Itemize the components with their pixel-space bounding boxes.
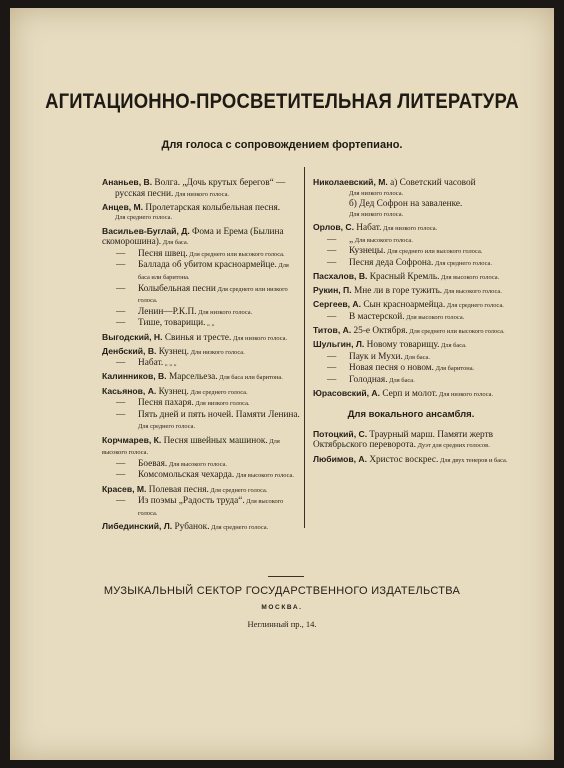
work-title: Песня швейных машинок. xyxy=(161,435,268,446)
entry-antsev xyxy=(102,202,302,224)
left-column xyxy=(102,177,302,535)
voice-note: Для высокого голоса. xyxy=(102,437,280,457)
composer-name: Выгодский, Н. xyxy=(102,331,163,342)
work-title: Марсельеза. xyxy=(166,372,218,383)
sub-work: — Тише, товарищи. „ „ xyxy=(116,318,215,329)
composer-name: Юрасовский, А. xyxy=(313,388,381,399)
voice-note: Для среднего голоса. xyxy=(188,388,248,396)
work-title: Кузнец. xyxy=(156,386,189,397)
sub-work: — „ Для высокого голоса. xyxy=(327,234,413,245)
composer-name: Ананьев, В. xyxy=(102,177,153,187)
voice-note: Для среднего или высокого голоса. xyxy=(407,328,505,336)
work-title: Рубанок. xyxy=(172,521,210,532)
voice-note: Для среднего голоса. xyxy=(208,486,268,494)
sub-work: — В мастерской. Для высокого голоса. xyxy=(327,311,465,322)
publisher-address: Неглинный пр., 14. xyxy=(247,619,317,629)
work-title: Новому товарищу. xyxy=(364,340,440,351)
voice-note: Для среднего голоса. xyxy=(115,214,173,222)
sub-work: — Пять дней и пять ночей. Памяти Ленина. Для среднего голоса. xyxy=(116,409,300,431)
work-title: Набат. xyxy=(353,222,382,233)
entry-denbsky xyxy=(102,346,302,370)
voice-note: Для баса. xyxy=(439,342,467,350)
voice-note: Для низкого голоса. xyxy=(173,190,230,198)
voice-note: Для баса или баритона. xyxy=(217,374,283,382)
work-title: Фома и Ерема (Былина скоморошина). xyxy=(102,226,284,248)
sub-work: — Из поэмы „Радость труда“. Для высокого голоса. xyxy=(116,496,284,517)
entry-pototsky xyxy=(313,429,509,452)
voice-note: Для низкого голоса. xyxy=(231,334,288,342)
entry-vygodsky xyxy=(102,332,302,345)
sub-work: б) Дед Софрон на заваленке. xyxy=(349,199,463,210)
work-title: Волга. „Дочь крутых берегов“ — xyxy=(152,178,286,188)
entry-rukin xyxy=(313,285,509,298)
composer-name: Любимов, А. xyxy=(313,453,367,464)
composer-name: Орлов, С. xyxy=(313,221,354,232)
composer-name: Касьянов, А. xyxy=(102,385,157,396)
composer-name: Калинников, В. xyxy=(102,371,167,382)
composer-name: Пасхалов, В. xyxy=(313,270,368,281)
catalog-page xyxy=(10,8,554,760)
voice-note: Для двух тенеров и баса. xyxy=(438,456,508,464)
composer-name: Денбский, В. xyxy=(102,345,157,356)
work-title: Сын красноармейца. xyxy=(361,300,446,311)
sub-work: — Ленин—Р.К.П. Для низкого голоса. xyxy=(116,306,253,317)
section-heading-ensemble: Для вокального ансамбля. xyxy=(347,408,475,420)
composer-name: Васильев-Буглай, Д. xyxy=(102,225,190,236)
composer-name: Корчмарев, К. xyxy=(102,434,162,445)
entry-nikolaevsky xyxy=(313,177,509,220)
sub-work: — Голодная. Для баса. xyxy=(327,375,415,386)
voice-note: Для среднего голоса. xyxy=(445,302,504,310)
voice-note: Для высокого голоса. xyxy=(442,288,502,296)
sub-work: — Песня деда Софрона. Для среднего голоса. xyxy=(327,257,492,268)
entry-sergeev xyxy=(313,299,509,323)
entry-paskhalov xyxy=(313,271,509,284)
voice-note: Для низкого голоса. xyxy=(349,189,404,197)
work-title: Свинья и тресте. xyxy=(162,332,232,343)
entry-titov xyxy=(313,325,509,338)
work-title: Полевая песня. xyxy=(146,484,209,495)
composer-name: Красев, М. xyxy=(102,483,147,494)
entry-kasyanov xyxy=(102,386,302,433)
voice-note: Для баса. xyxy=(161,239,189,247)
sub-work: — Баллада об убитом красноармейце. Для баса или баритона. xyxy=(116,260,289,281)
sub-work: — Комсомольская чехарда. Для высокого голоса. xyxy=(116,470,294,481)
work-title: Красный Кремль. xyxy=(367,271,440,282)
sub-work: — Новая песня о новом. Для баритона. xyxy=(327,363,475,374)
entry-ananiev xyxy=(102,177,302,200)
voice-note: Для низкого голоса. xyxy=(188,348,245,356)
work-title: Пролетарская колыбельная песня. xyxy=(143,202,281,213)
composer-name: Рукин, П. xyxy=(313,285,352,296)
entry-lyubimov xyxy=(313,454,509,467)
entry-vasiliev xyxy=(102,226,302,330)
voice-note: Для высокого голоса. xyxy=(439,273,500,281)
voice-note: Дуэт для средних голосов. xyxy=(415,442,490,450)
composer-name: Шульгин, Л. xyxy=(313,339,365,350)
composer-name: Сергеев, А. xyxy=(313,299,362,310)
voice-note: Для среднего голоса. xyxy=(209,523,269,531)
sub-work: — Песня пахаря. Для низкого голоса. xyxy=(116,398,250,409)
sub-work: — Набат. „ „ „ xyxy=(116,358,177,369)
work-title: Серп и молот. xyxy=(380,389,438,400)
sub-work: — Колыбельная песни Для среднего или низкого голоса. xyxy=(116,283,288,305)
voice-note: Для низкого голоса. xyxy=(437,391,494,399)
entry-krasev xyxy=(102,484,302,520)
footer-rule xyxy=(268,576,304,577)
work-title: Христос воскрес. xyxy=(367,454,439,465)
publisher-line: МУЗЫКАЛЬНЫЙ СЕКТОР ГОСУДАРСТВЕННОГО ИЗДАТЕЛЬСТВА xyxy=(103,585,461,597)
work-title-cont: русская песни. xyxy=(115,188,174,199)
entry-korchmarev xyxy=(102,435,302,482)
sub-work: — Песня швец. Для среднего или высокого голоса. xyxy=(116,248,285,259)
entry-libedinsky xyxy=(102,521,302,534)
page-title: АГИТАЦИОННО-ПРОСВЕТИТЕЛЬНАЯ ЛИТЕРАТУРА xyxy=(45,90,519,113)
page-subtitle: Для голоса с сопровождением фортепиано. xyxy=(161,139,403,151)
work-title: Траурный марш. Памяти жертв Октябрьского переворота. xyxy=(313,429,494,451)
work-title: Кузнец. xyxy=(156,346,189,357)
sub-work: — Паук и Мухи. Для баса. xyxy=(327,351,430,362)
entry-shulgin xyxy=(313,339,509,386)
work-title: 25-е Октября. xyxy=(351,326,408,337)
entry-orlov xyxy=(313,222,509,269)
work-title: Мне ли в горе тужить. xyxy=(351,286,443,297)
composer-name: Потоцкий, С. xyxy=(313,428,368,439)
composer-name: Николаевский, М. xyxy=(313,177,388,187)
voice-note: Для низкого голоса. xyxy=(349,210,404,218)
sub-work: — Боевая. Для высокого голоса. xyxy=(116,458,227,469)
entry-yurasovsky xyxy=(313,388,509,401)
composer-name: Анцев, М. xyxy=(102,201,144,212)
publisher-city: МОСКВА. xyxy=(261,604,303,611)
work-title: а) Советский часовой xyxy=(387,178,476,188)
right-column xyxy=(313,177,509,468)
column-divider xyxy=(304,167,305,528)
sub-work: — Кузнецы. Для среднего или высокого голоса. xyxy=(327,246,483,257)
composer-name: Либединский, Л. xyxy=(102,520,173,531)
composer-name: Титов, А. xyxy=(313,325,352,336)
voice-note: Для низкого голоса. xyxy=(381,224,438,232)
entry-kalinnikov xyxy=(102,371,302,384)
